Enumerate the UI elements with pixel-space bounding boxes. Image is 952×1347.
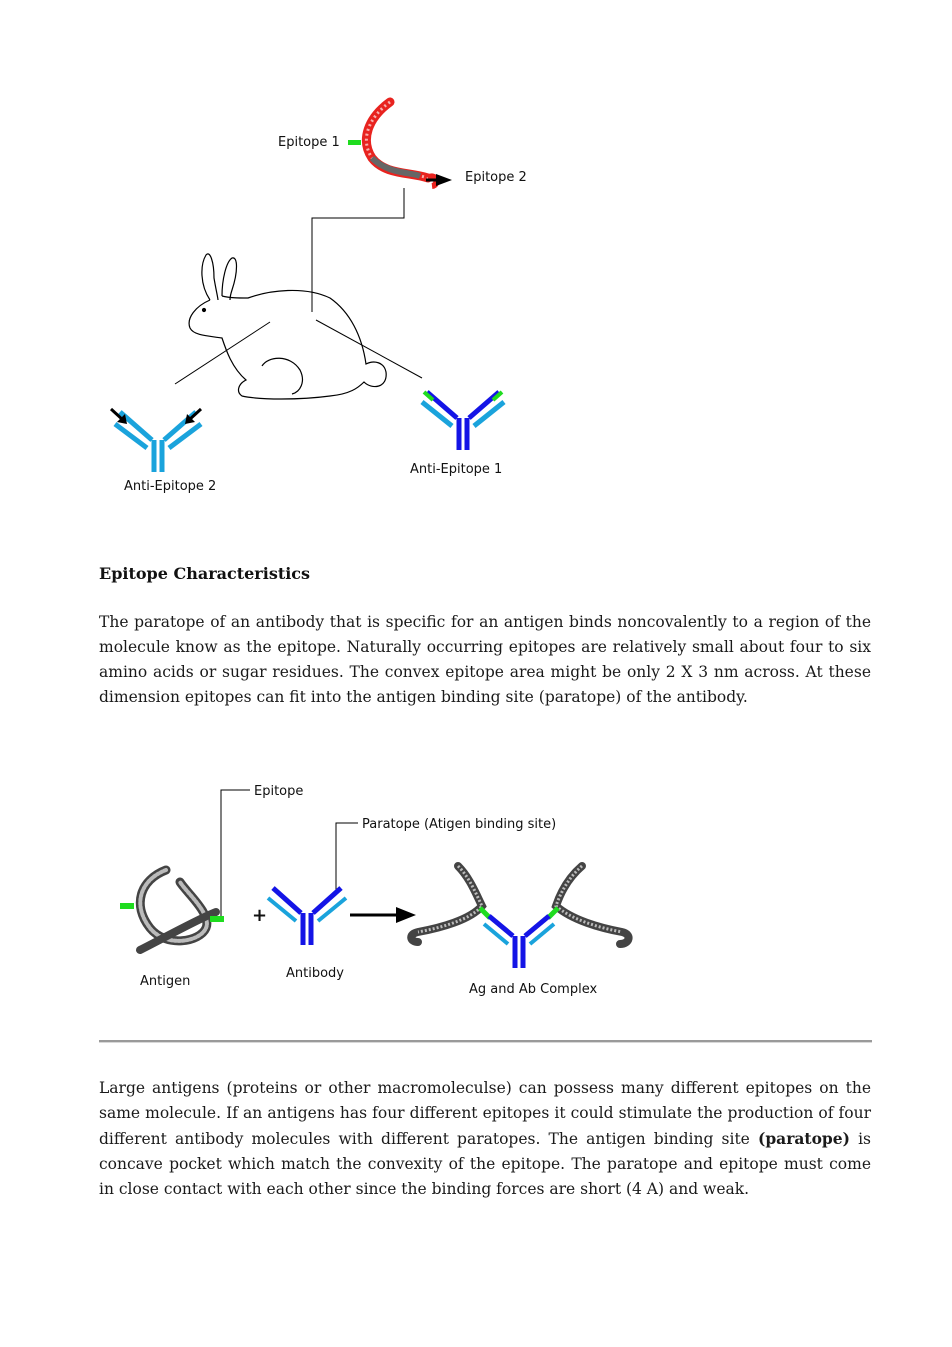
antigen-molecule-2 xyxy=(140,870,216,950)
antigen-molecule xyxy=(366,102,436,186)
rabbit-to-anti2-line xyxy=(175,322,270,384)
paragraph-2-text-a: Large antigens (proteins or other macromoleculse) can possess many different epitopes on the same molecule. If an antigens has four different epitopes it could stimulate the production of four different antibody molecules with different paratopes. The antigen binding site xyxy=(99,1079,871,1148)
paragraph-1: The paratope of an antibody that is specific for an antigen binds noncovalently to a region of the molecule know as the epitope. Naturally occurring epitopes are relatively small about four to six amino acids or sugar residues. The convex epitope area might be only 2 X 3 nm across. At these dimension epitopes can fit into the antigen binding site (paratope) of the antibody. xyxy=(99,613,871,706)
epitope2-label: Epitope 2 xyxy=(465,170,527,185)
section-heading: Epitope Characteristics xyxy=(99,564,311,583)
antigen-epitope-left xyxy=(120,903,134,909)
antigen-epitope-right xyxy=(210,916,224,922)
antigen-label: Antigen xyxy=(140,974,191,989)
binding-figure xyxy=(0,770,952,1010)
paragraph-2-text-b: is concave pocket which match the convexity of the epitope. The paratope and epitope must come in close contact with each other since the binding forces are short (4 A) and weak. xyxy=(99,1130,871,1198)
anti-epitope2-label: Anti-Epitope 2 xyxy=(124,479,217,494)
anti-epitope1-antibody xyxy=(422,392,504,450)
epitope1-marker xyxy=(348,140,361,145)
anti-epitope1-label: Anti-Epitope 1 xyxy=(410,462,503,477)
epitope1-label: Epitope 1 xyxy=(278,135,340,150)
plus-sign: + xyxy=(252,905,268,926)
section-divider xyxy=(99,1040,872,1043)
rabbit-to-anti1-line xyxy=(316,320,422,378)
rabbit-illustration xyxy=(189,254,386,399)
reaction-arrow-icon xyxy=(350,907,416,923)
immunization-figure xyxy=(0,0,952,520)
paratope-label: Paratope (Atigen binding site) xyxy=(362,817,557,832)
paratope-term: (paratope) xyxy=(757,1129,850,1148)
epitope-callout-line xyxy=(221,790,250,918)
epitope-label: Epitope xyxy=(254,784,304,799)
antibody xyxy=(268,888,346,945)
paragraph-2 xyxy=(99,1076,871,1202)
ag-ab-complex xyxy=(411,866,628,968)
antibody-label: Antibody xyxy=(286,966,344,981)
paratope-callout-line xyxy=(336,823,358,890)
complex-label: Ag and Ab Complex xyxy=(469,982,598,997)
injection-connector xyxy=(312,188,404,312)
anti2-right-arrow-icon xyxy=(185,409,201,424)
anti2-left-arrow-icon xyxy=(111,409,127,424)
